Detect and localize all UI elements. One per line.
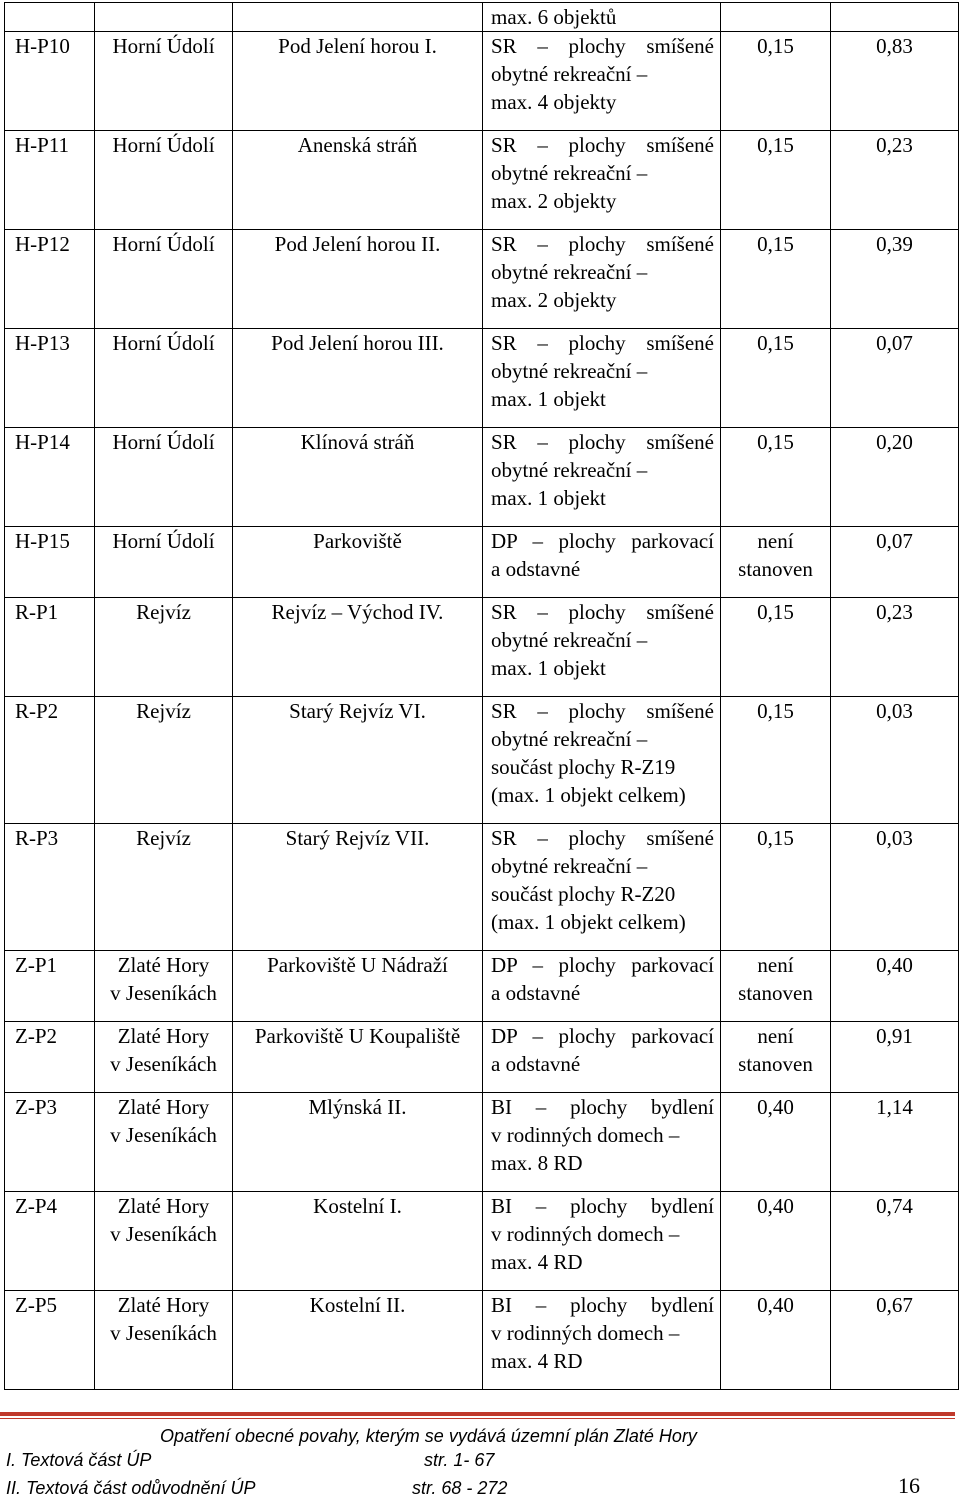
cell-koef bbox=[721, 598, 831, 697]
use-line: SR – plochy smíšené bbox=[491, 34, 714, 58]
footer-title: Opatření obecné povahy, kterým se vydává územní plán Zlaté Hory bbox=[160, 1426, 697, 1446]
municipality-line: v Jeseníkách bbox=[110, 1123, 217, 1147]
cell-use bbox=[483, 824, 721, 951]
cell-id: H-P11 bbox=[5, 131, 95, 230]
cell-use bbox=[483, 1022, 721, 1093]
table-row bbox=[5, 230, 959, 329]
cell-municipality bbox=[95, 1093, 233, 1192]
cell-koef bbox=[721, 230, 831, 329]
cell-use bbox=[483, 230, 721, 329]
cell-use bbox=[483, 329, 721, 428]
municipality-line: Zlaté Hory bbox=[117, 1194, 210, 1218]
cell-locality: Kostelní I. bbox=[233, 1192, 483, 1291]
use-line: a odstavné bbox=[491, 981, 581, 1005]
cell-koef bbox=[721, 32, 831, 131]
cell-use bbox=[483, 131, 721, 230]
table-row bbox=[5, 951, 959, 1022]
cell-municipality bbox=[95, 527, 233, 598]
use-line: max. 2 objekty bbox=[491, 288, 617, 312]
use-line: obytné rekreační – bbox=[491, 727, 648, 751]
use-line: max. 8 RD bbox=[491, 1151, 583, 1175]
cell-municipality bbox=[95, 428, 233, 527]
cell-locality: Pod Jelení horou I. bbox=[233, 32, 483, 131]
cell-locality: Pod Jelení horou III. bbox=[233, 329, 483, 428]
koef-line: 0,15 bbox=[757, 232, 794, 256]
use-line: obytné rekreační – bbox=[491, 359, 648, 383]
municipality-line: Horní Údolí bbox=[112, 133, 215, 157]
koef-line: 0,15 bbox=[757, 430, 794, 454]
cell-use bbox=[483, 1291, 721, 1390]
cell-koef bbox=[721, 131, 831, 230]
cell-area: 0,91 bbox=[831, 1022, 959, 1093]
cell-id: H-P14 bbox=[5, 428, 95, 527]
koef-line: 0,15 bbox=[757, 331, 794, 355]
municipality-line: v Jeseníkách bbox=[110, 1052, 217, 1076]
municipality-line: Zlaté Hory bbox=[117, 1024, 210, 1048]
cell-municipality bbox=[95, 1291, 233, 1390]
footer-part1-label: I. Textová část ÚP bbox=[6, 1450, 152, 1470]
table-row bbox=[5, 3, 959, 32]
cell-id: Z-P3 bbox=[5, 1093, 95, 1192]
use-line: SR – plochy smíšené bbox=[491, 331, 714, 355]
cell-id: Z-P2 bbox=[5, 1022, 95, 1093]
use-line: v rodinných domech – bbox=[491, 1123, 680, 1147]
municipality-line: v Jeseníkách bbox=[110, 981, 217, 1005]
cell-use bbox=[483, 1093, 721, 1192]
use-line: (max. 1 objekt celkem) bbox=[491, 910, 686, 934]
use-line: SR – plochy smíšené bbox=[491, 826, 714, 850]
koef-line: 0,15 bbox=[757, 600, 794, 624]
cell-koef bbox=[721, 428, 831, 527]
cell-area: 0,07 bbox=[831, 329, 959, 428]
cell-municipality bbox=[95, 598, 233, 697]
cell-id: R-P3 bbox=[5, 824, 95, 951]
use-line: BI – plochy bydlení bbox=[491, 1293, 714, 1317]
use-line: max. 4 RD bbox=[491, 1250, 583, 1274]
table-row bbox=[5, 527, 959, 598]
cell-use bbox=[483, 1192, 721, 1291]
use-line: DP – plochy parkovací bbox=[491, 529, 714, 553]
koef-line: 0,15 bbox=[757, 34, 794, 58]
table-row bbox=[5, 1291, 959, 1390]
use-line: a odstavné bbox=[491, 1052, 581, 1076]
municipality-line: Rejvíz bbox=[136, 699, 191, 723]
cell-koef bbox=[721, 824, 831, 951]
table-row bbox=[5, 697, 959, 824]
use-line: DP – plochy parkovací bbox=[491, 953, 714, 977]
cell-locality: Kostelní II. bbox=[233, 1291, 483, 1390]
municipality-line: Horní Údolí bbox=[112, 430, 215, 454]
municipality-line: Rejvíz bbox=[136, 826, 191, 850]
cell-locality: Parkoviště U Nádraží bbox=[233, 951, 483, 1022]
table-row bbox=[5, 1093, 959, 1192]
municipality-line: Horní Údolí bbox=[112, 529, 215, 553]
koef-line: stanoven bbox=[738, 981, 813, 1005]
cell-area: 1,14 bbox=[831, 1093, 959, 1192]
cell-municipality bbox=[95, 3, 233, 32]
use-line: obytné rekreační – bbox=[491, 161, 648, 185]
cell-area: 0,23 bbox=[831, 131, 959, 230]
use-line: SR – plochy smíšené bbox=[491, 600, 714, 624]
use-line: DP – plochy parkovací bbox=[491, 1024, 714, 1048]
cell-id: H-P10 bbox=[5, 32, 95, 131]
koef-line: 0,40 bbox=[757, 1194, 794, 1218]
footer-rule-thin bbox=[0, 1418, 955, 1419]
koef-line: 0,40 bbox=[757, 1293, 794, 1317]
cell-id: R-P1 bbox=[5, 598, 95, 697]
use-line: max. 4 RD bbox=[491, 1349, 583, 1373]
footer-rule bbox=[0, 1412, 960, 1422]
use-line: max. 1 objekt bbox=[491, 656, 606, 680]
cell-area: 0,39 bbox=[831, 230, 959, 329]
koef-line: není bbox=[757, 529, 794, 553]
use-line: v rodinných domech – bbox=[491, 1321, 680, 1345]
use-line: SR – plochy smíšené bbox=[491, 699, 714, 723]
municipality-line: Zlaté Hory bbox=[117, 1293, 210, 1317]
cell-id: R-P2 bbox=[5, 697, 95, 824]
cell-use bbox=[483, 32, 721, 131]
cell-municipality bbox=[95, 1192, 233, 1291]
cell-area: 0,74 bbox=[831, 1192, 959, 1291]
cell-locality: Pod Jelení horou II. bbox=[233, 230, 483, 329]
cell-use bbox=[483, 598, 721, 697]
use-line: obytné rekreační – bbox=[491, 62, 648, 86]
cell-municipality bbox=[95, 230, 233, 329]
cell-area: 0,03 bbox=[831, 824, 959, 951]
cell-area: 0,20 bbox=[831, 428, 959, 527]
cell-use bbox=[483, 3, 721, 32]
use-line: součást plochy R-Z20 bbox=[491, 882, 676, 906]
cell-locality: Parkoviště bbox=[233, 527, 483, 598]
municipality-line: Zlaté Hory bbox=[117, 953, 210, 977]
use-line: a odstavné bbox=[491, 557, 581, 581]
use-line: max. 1 objekt bbox=[491, 486, 606, 510]
cell-municipality bbox=[95, 824, 233, 951]
cell-municipality bbox=[95, 1022, 233, 1093]
koef-line: 0,40 bbox=[757, 1095, 794, 1119]
use-line: obytné rekreační – bbox=[491, 854, 648, 878]
cell-koef bbox=[721, 1192, 831, 1291]
use-text: max. 6 objektů bbox=[491, 5, 617, 29]
use-line: BI – plochy bydlení bbox=[491, 1194, 714, 1218]
footer-rule-thick bbox=[0, 1412, 955, 1416]
cell-area: 0,03 bbox=[831, 697, 959, 824]
table-row bbox=[5, 1192, 959, 1291]
page-number: 16 bbox=[898, 1473, 920, 1498]
cell-koef bbox=[721, 329, 831, 428]
municipality-line: Zlaté Hory bbox=[117, 1095, 210, 1119]
footer-part1-pages: str. 1- 67 bbox=[424, 1450, 495, 1470]
cell-municipality bbox=[95, 951, 233, 1022]
cell-use bbox=[483, 527, 721, 598]
cell-id: Z-P4 bbox=[5, 1192, 95, 1291]
use-line: max. 2 objekty bbox=[491, 189, 617, 213]
koef-line: 0,15 bbox=[757, 699, 794, 723]
cell-locality: Mlýnská II. bbox=[233, 1093, 483, 1192]
koef-line: 0,15 bbox=[757, 133, 794, 157]
cell-id: Z-P5 bbox=[5, 1291, 95, 1390]
cell-koef bbox=[721, 1022, 831, 1093]
koef-line: stanoven bbox=[738, 557, 813, 581]
cell-municipality bbox=[95, 697, 233, 824]
municipality-line: v Jeseníkách bbox=[110, 1321, 217, 1345]
table-row bbox=[5, 428, 959, 527]
table-body bbox=[5, 3, 959, 1390]
cell-area: 0,23 bbox=[831, 598, 959, 697]
cell-area: 0,07 bbox=[831, 527, 959, 598]
cell-municipality bbox=[95, 131, 233, 230]
cell-id: H-P15 bbox=[5, 527, 95, 598]
use-line: SR – plochy smíšené bbox=[491, 430, 714, 454]
use-line: obytné rekreační – bbox=[491, 260, 648, 284]
use-line: max. 1 objekt bbox=[491, 387, 606, 411]
use-line: obytné rekreační – bbox=[491, 458, 648, 482]
use-line: obytné rekreační – bbox=[491, 628, 648, 652]
cell-municipality bbox=[95, 329, 233, 428]
municipality-line: Horní Údolí bbox=[112, 34, 215, 58]
municipality-line: Rejvíz bbox=[136, 600, 191, 624]
cell-id: H-P12 bbox=[5, 230, 95, 329]
cell-area: 0,67 bbox=[831, 1291, 959, 1390]
table-row bbox=[5, 329, 959, 428]
cell-koef bbox=[721, 697, 831, 824]
koef-line: není bbox=[757, 953, 794, 977]
reserve-plots-table bbox=[4, 2, 959, 1390]
cell-area bbox=[831, 3, 959, 32]
cell-locality: Rejvíz – Východ IV. bbox=[233, 598, 483, 697]
cell-id: Z-P1 bbox=[5, 951, 95, 1022]
cell-koef bbox=[721, 527, 831, 598]
use-line: (max. 1 objekt celkem) bbox=[491, 783, 686, 807]
cell-use bbox=[483, 697, 721, 824]
cell-locality: Starý Rejvíz VII. bbox=[233, 824, 483, 951]
cell-locality: Starý Rejvíz VI. bbox=[233, 697, 483, 824]
footer-part2-label: II. Textová část odůvodnění ÚP bbox=[6, 1478, 256, 1498]
cell-id: H-P13 bbox=[5, 329, 95, 428]
cell-use bbox=[483, 428, 721, 527]
use-line: max. 4 objekty bbox=[491, 90, 617, 114]
cell-koef bbox=[721, 951, 831, 1022]
cell-use bbox=[483, 951, 721, 1022]
cell-id bbox=[5, 3, 95, 32]
municipality-line: v Jeseníkách bbox=[110, 1222, 217, 1246]
cell-locality: Klínová stráň bbox=[233, 428, 483, 527]
koef-line: není bbox=[757, 1024, 794, 1048]
table-row bbox=[5, 1022, 959, 1093]
cell-locality: Parkoviště U Koupaliště bbox=[233, 1022, 483, 1093]
cell-koef bbox=[721, 3, 831, 32]
table-row bbox=[5, 32, 959, 131]
koef-line: 0,15 bbox=[757, 826, 794, 850]
use-line: SR – plochy smíšené bbox=[491, 232, 714, 256]
table-row bbox=[5, 824, 959, 951]
table-row bbox=[5, 598, 959, 697]
koef-line: stanoven bbox=[738, 1052, 813, 1076]
cell-area: 0,83 bbox=[831, 32, 959, 131]
cell-municipality bbox=[95, 32, 233, 131]
municipality-line: Horní Údolí bbox=[112, 331, 215, 355]
cell-area: 0,40 bbox=[831, 951, 959, 1022]
use-line: BI – plochy bydlení bbox=[491, 1095, 714, 1119]
use-line: součást plochy R-Z19 bbox=[491, 755, 676, 779]
municipality-line: Horní Údolí bbox=[112, 232, 215, 256]
cell-koef bbox=[721, 1291, 831, 1390]
table-row bbox=[5, 131, 959, 230]
use-line: v rodinných domech – bbox=[491, 1222, 680, 1246]
cell-locality: Anenská stráň bbox=[233, 131, 483, 230]
use-line: SR – plochy smíšené bbox=[491, 133, 714, 157]
cell-locality bbox=[233, 3, 483, 32]
cell-koef bbox=[721, 1093, 831, 1192]
footer-part2-pages: str. 68 - 272 bbox=[412, 1478, 508, 1498]
